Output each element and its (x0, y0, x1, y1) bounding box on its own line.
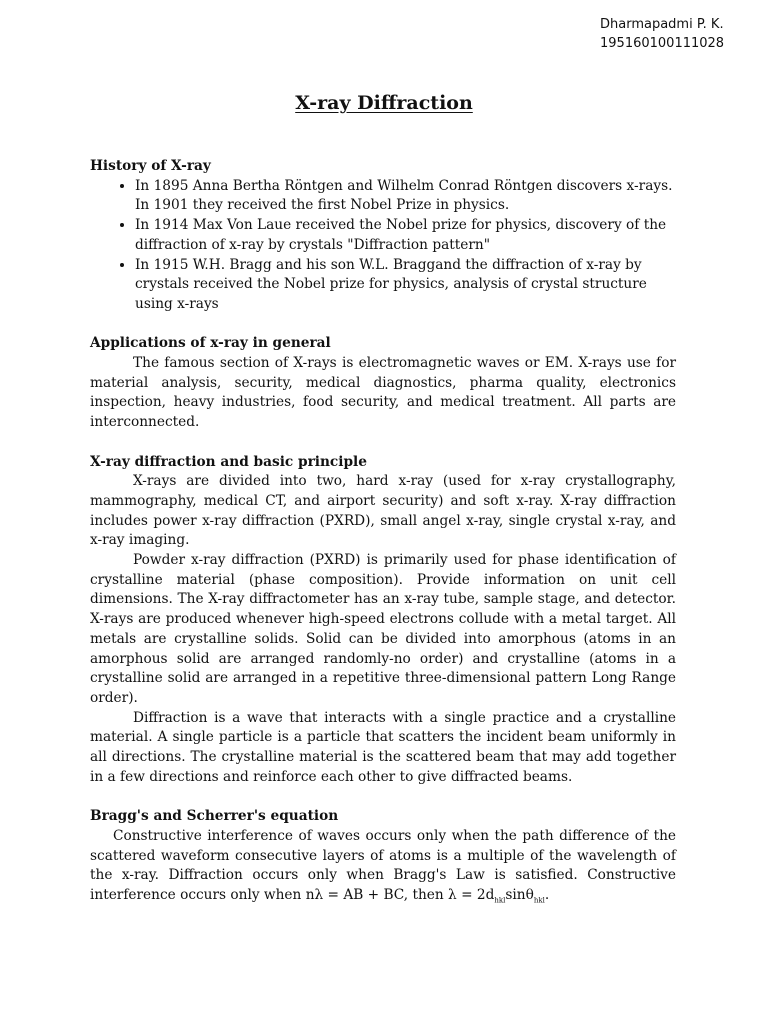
author-block (600, 15, 724, 53)
hkl-subscript: hkl (533, 896, 545, 905)
page-title: X-ray Diffraction (295, 92, 473, 114)
list-item: • In 1915 W.H. Bragg and his son W.L. Braggand the diffraction of x-ray by crystals received the Nobel prize for physics, analysis of crystal structure using x-rays (135, 256, 676, 315)
bragg-paragraph (90, 827, 676, 906)
document-body (90, 157, 676, 906)
diffraction-paragraph-3: Diffraction is a wave that interacts with a single practice and a crystalline material. A single particle is a particle that scatters the incident beam uniformly in all directions. The crystalline material is the scattered beam that may add together in a few directions and reinforce each other to give diffracted beams. (90, 709, 676, 785)
list-item: • In 1895 Anna Bertha Röntgen and Wilhelm Conrad Röntgen discovers x-rays. In 1901 they received the first Nobel Prize in physics. (135, 177, 676, 216)
diffraction-paragraph-2: Powder x-ray diffraction (PXRD) is primarily used for phase identification of crystalline material (phase composition). Provide information on unit cell dimensions. The X-ray diffractometer has an x-ray tube, sample stage, and detector. X-rays are produced whenever high-speed electrons collude with a metal target. All metals are crystalline solids. Solid can be divided into amorphous (atoms in an amorphous solid are arranged randomly-no order) and crystalline (atoms in a crystalline solid are arranged in a repetitive three-dimensional pattern Long Range order). (90, 552, 676, 706)
diffraction-heading: X-ray diffraction and basic principle (90, 453, 367, 470)
sentence-end: . (544, 886, 550, 903)
sin-theta: sinθ (505, 886, 534, 903)
list-item: • In 1914 Max Von Laue received the Nobel prize for physics, discovery of the diffraction of x-ray by crystals "Diffraction pattern" (135, 216, 676, 255)
diffraction-paragraph-1: X-rays are divided into two, hard x-ray (used for x-ray crystallography, mammography, medical CT, and airport security) and soft x-ray. X-ray diffraction includes power x-ray diffraction (PXRD), small angel x-ray, single crystal x-ray, and x-ray imaging. (90, 473, 676, 549)
hkl-subscript: hkl (494, 896, 506, 905)
applications-paragraph: The famous section of X-rays is electromagnetic waves or EM. X-rays use for material analysis, security, medical diagnostics, pharma quality, electronics inspection, heavy industries, food security, and medical treatment. All parts are interconnected. (90, 355, 676, 431)
applications-heading: Applications of x-ray in general (90, 335, 331, 352)
author-name: Dharmapadmi P. K. (600, 17, 724, 32)
history-list (90, 177, 676, 315)
bragg-text: Constructive interference of waves occurs only when the path difference of the scattered waveform consecutive layers of atoms is a multiple of the wavelength of the x-ray. Diffraction occurs only when Bragg's Law is satisfied. Constructive interference occurs only when nλ = AB + BC, then λ = 2d (90, 827, 676, 903)
history-heading: History of X-ray (90, 158, 211, 174)
author-id: 195160100111028 (600, 36, 725, 51)
bragg-heading: Bragg's and Scherrer's equation (90, 808, 339, 825)
